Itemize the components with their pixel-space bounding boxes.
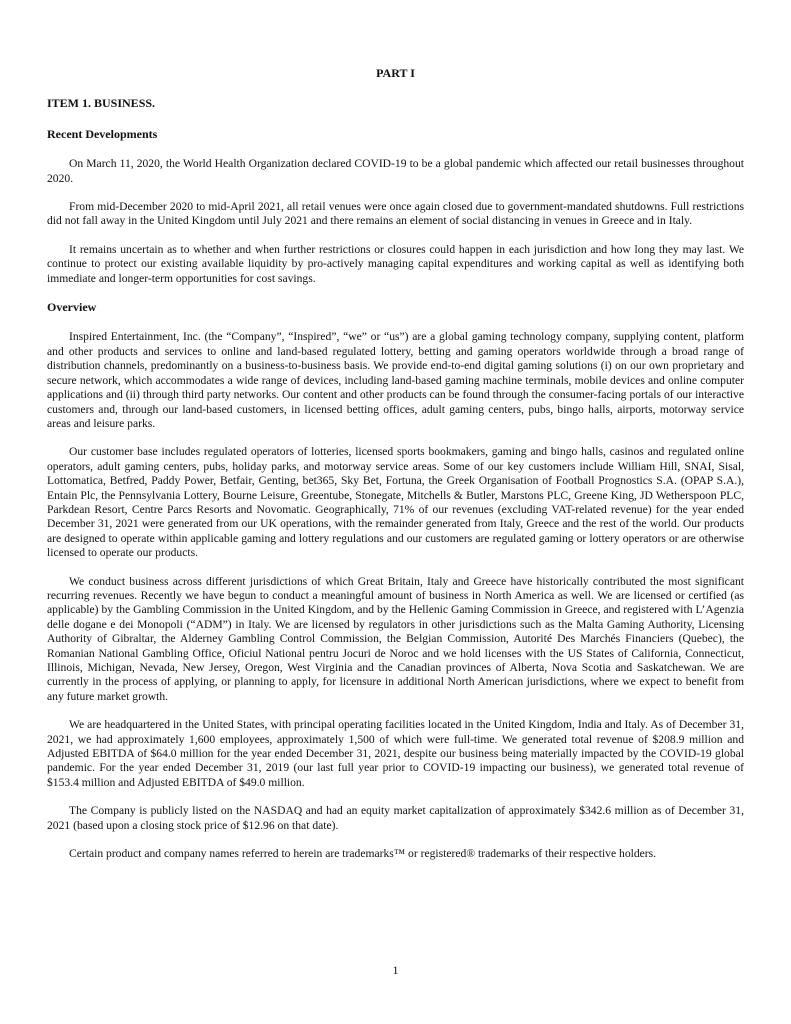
paragraph: We conduct business across different jurisdictions of which Great Britain, Italy and Greece have historically contributed the most significant recurring revenues. Recently we have begun to conduct a meaningful amount of business in North America as well. We are licensed or certified (as applicable) by the Gambling Commission in the United Kingdom, and by the Hellenic Gaming Commission in Greece, and registered with L’Agenzia delle dogane e dei Monopoli (“ADM”) in Italy. We are licensed by regulators in other jurisdictions such as the Malta Gaming Authority, Licensing Authority of Gibraltar, the Alderney Gambling Control Commission, the Belgian Commission, Autorité Des Marchés Financiers (Quebec), the Romanian National Gambling Office, Oficiul National pentru Jocuri de Noroc and we hold licenses with the US States of California, Connecticut, Illinois, Michigan, Nevada, New Jersey, Oregon, West Virginia and the Canadian provinces of Alberta, Nova Scotia and Saskatchewan. We are currently in the process of applying, or planning to apply, for licensure in additional North American jurisdictions, where we expect to benefit from any future market growth. — [47, 574, 744, 703]
recent-developments-section — [47, 127, 744, 286]
part-title: PART I — [376, 66, 415, 80]
page-number: 1 — [392, 963, 399, 977]
paragraph: On March 11, 2020, the World Health Organization declared COVID-19 to be a global pandemic which affected our retail businesses throughout 2020. — [47, 157, 744, 185]
section-heading-overview: Overview — [47, 300, 97, 315]
paragraph: The Company is publicly listed on the NASDAQ and had an equity market capitalization of approximately $342.6 million as of December 31, 2021 (based upon a closing stock price of $12.96 on that date). — [47, 804, 744, 832]
paragraph: From mid-December 2020 to mid-April 2021, all retail venues were once again closed due to government-mandated shutdowns. Full restrictions did not fall away in the United Kingdom until July 2021 and there remains an element of social distancing in venues in Greece and in Italy. — [47, 200, 744, 228]
paragraph: We are headquartered in the United States, with principal operating facilities located in the United Kingdom, India and Italy. As of December 31, 2021, we had approximately 1,600 employees, approximately 1,500 of which were full-time. We generated total revenue of $208.9 million and Adjusted EBITDA of $64.0 million for the year ended December 31, 2021, despite our business being materially impacted by the COVID-19 global pandemic. For the year ended December 31, 2019 (our last full year prior to COVID-19 impacting our business), we generated total revenue of $153.4 million and Adjusted EBITDA of $49.0 million. — [47, 718, 744, 789]
document-page — [47, 66, 744, 875]
overview-section — [47, 300, 744, 861]
paragraph: It remains uncertain as to whether and when further restrictions or closures could happen in each jurisdiction and how long they may last. We continue to protect our existing available liquidity by pro-actively managing capital expenditures and working capital as well as identifying both immediate and longer-term opportunities for cost savings. — [47, 242, 744, 285]
section-heading-recent-developments: Recent Developments — [47, 126, 158, 141]
paragraph: Our customer base includes regulated operators of lotteries, licensed sports bookmakers, gaming and bingo halls, casinos and regulated online operators, adult gaming centers, pubs, holiday parks, and motorway service areas. Some of our key customers include William Hill, SNAI, Sisal, Lottomatica, Betfred, Paddy Power, Betfair, Genting, bet365, Sky Bet, Fortuna, the Greek Organisation of Football Prognostics S.A. (OPAP S.A.), Entain Plc, the Pennsylvania Lottery, Bourne Leisure, Greentube, Stonegate, Mitchells & Butler, Marstons PLC, Greene King, JD Wetherspoon PLC, Parkdean Resort, Centre Parcs Resorts and Novomatic. Geographically, 71% of our revenues (excluding VAT-related revenue) for the year ended December 31, 2021 were generated from our UK operations, with the remainder generated from Italy, Greece and the rest of the world. Our products are designed to operate within applicable gaming and lottery regulations and our customers are regulated gaming or lottery operators or are otherwise licensed to operate our products. — [47, 445, 744, 560]
paragraph: Certain product and company names referred to herein are trademarks™ or registered® trademarks of their respective holders. — [69, 847, 657, 861]
item-title: ITEM 1. BUSINESS. — [47, 96, 156, 111]
paragraph: Inspired Entertainment, Inc. (the “Company”, “Inspired”, “we” or “us”) are a global gaming technology company, supplying content, platform and other products and services to online and land-based regulated lottery, betting and gaming operators worldwide through a broad range of distribution channels, predominantly on a business-to-business basis. We provide end-to-end digital gaming solutions (i) on our own proprietary and secure network, which accommodates a wide range of devices, including land-based gaming machine terminals, mobile devices and online computer applications and (ii) through third party networks. Our content and other products can be found through the consumer-facing portals of our interactive customers and, through our land-based customers, in licensed betting offices, adult gaming centers, pubs, bingo halls, airports, motorway service areas and leisure parks. — [47, 330, 744, 430]
